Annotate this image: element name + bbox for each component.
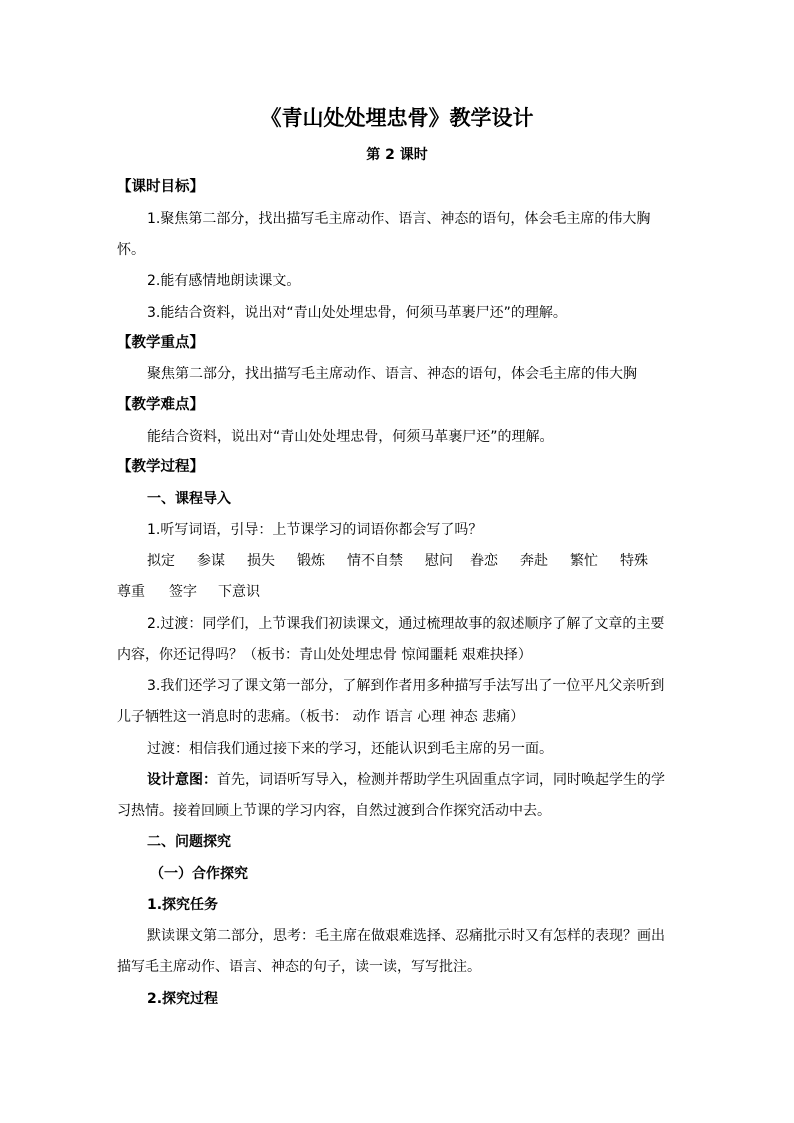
process-step-title: 2.探究过程 [147, 991, 219, 1007]
part1-title: 一、课程导入 [147, 491, 231, 507]
word-item: 下意识 [218, 584, 260, 600]
word-item: 损失 [247, 553, 275, 569]
word-item: 繁忙 [570, 553, 598, 569]
objective-3: 3.能结合资料，说出对“青山处处埋忠骨，何须马革裹尸还”的理解。 [147, 305, 567, 321]
difficulties-heading: 【教学难点】 [117, 397, 204, 413]
part2-title: 二、问题探究 [147, 834, 231, 850]
difficulties-text: 能结合资料，说出对“青山处处埋忠骨，何须马革裹尸还”的理解。 [147, 429, 554, 445]
objective-2: 2.能有感情地朗读课文。 [147, 273, 301, 289]
objective-1-line-2: 怀。 [117, 242, 145, 258]
sub1-title: （一）合作探究 [150, 866, 248, 882]
objectives-heading: 【课时目标】 [117, 179, 204, 195]
key-points-heading: 【教学重点】 [117, 335, 204, 351]
step-1: 1.听写词语，引导：上节课学习的词语你都会写了吗？ [147, 522, 483, 538]
step-3-line-2: 儿子牺牲这一消息时的悲痛。（板书： 动作 语言 心理 神态 悲痛） [117, 709, 525, 725]
word-item: 参谋 [197, 553, 225, 569]
word-list-row-2 [117, 582, 417, 602]
lesson-period: 第 2 课时 [366, 147, 428, 163]
word-item: 慰问 [425, 553, 453, 569]
design-intent-line-1 [147, 770, 665, 790]
task-title: 1.探究任务 [147, 897, 219, 913]
page-title: 《青山处处埋忠骨》教学设计 [260, 106, 534, 130]
step-2-line-1: 2.过渡：同学们，上节课我们初读课文，通过梳理故事的叙述顺序了解了文章的主要 [147, 616, 665, 632]
word-item: 眷恋 [470, 553, 498, 569]
word-item: 特殊 [620, 553, 648, 569]
key-points-text: 聚焦第二部分，找出描写毛主席动作、语言、神态的语句，体会毛主席的伟大胸 [147, 366, 637, 382]
design-intent-label: 设计意图： [147, 772, 217, 788]
word-item: 拟定 [147, 553, 175, 569]
design-intent-text: 首先，词语听写导入，检测并帮助学生巩固重点字词，同时唤起学生的学 [217, 772, 665, 788]
word-item: 锻炼 [297, 553, 325, 569]
word-item: 情不自禁 [347, 553, 403, 569]
word-list-row-1 [147, 551, 707, 571]
task-line-2: 描写毛主席动作、语言、神态的句子，读一读，写写批注。 [117, 959, 481, 975]
word-item: 尊重 [117, 584, 145, 600]
step-3-line-1: 3.我们还学习了课文第一部分，了解到作者用多种描写手法写出了一位平凡父亲听到 [147, 678, 665, 694]
objective-1-line-1: 1.聚焦第二部分，找出描写毛主席动作、语言、神态的语句，体会毛主席的伟大胸 [147, 211, 651, 227]
design-intent-line-2: 习热情。接着回顾上节课的学习内容，自然过渡到合作探究活动中去。 [117, 803, 551, 819]
process-heading: 【教学过程】 [117, 459, 204, 475]
transition-text: 过渡：相信我们通过接下来的学习，还能认识到毛主席的另一面。 [147, 741, 553, 757]
word-item: 签字 [169, 584, 197, 600]
task-line-1: 默读课文第二部分，思考：毛主席在做艰难选择、忍痛批示时又有怎样的表现？画出 [147, 928, 665, 944]
word-item: 奔赴 [520, 553, 548, 569]
step-2-line-2: 内容，你还记得吗？（板书：青山处处埋忠骨 惊闻噩耗 艰难抉择） [117, 647, 532, 663]
